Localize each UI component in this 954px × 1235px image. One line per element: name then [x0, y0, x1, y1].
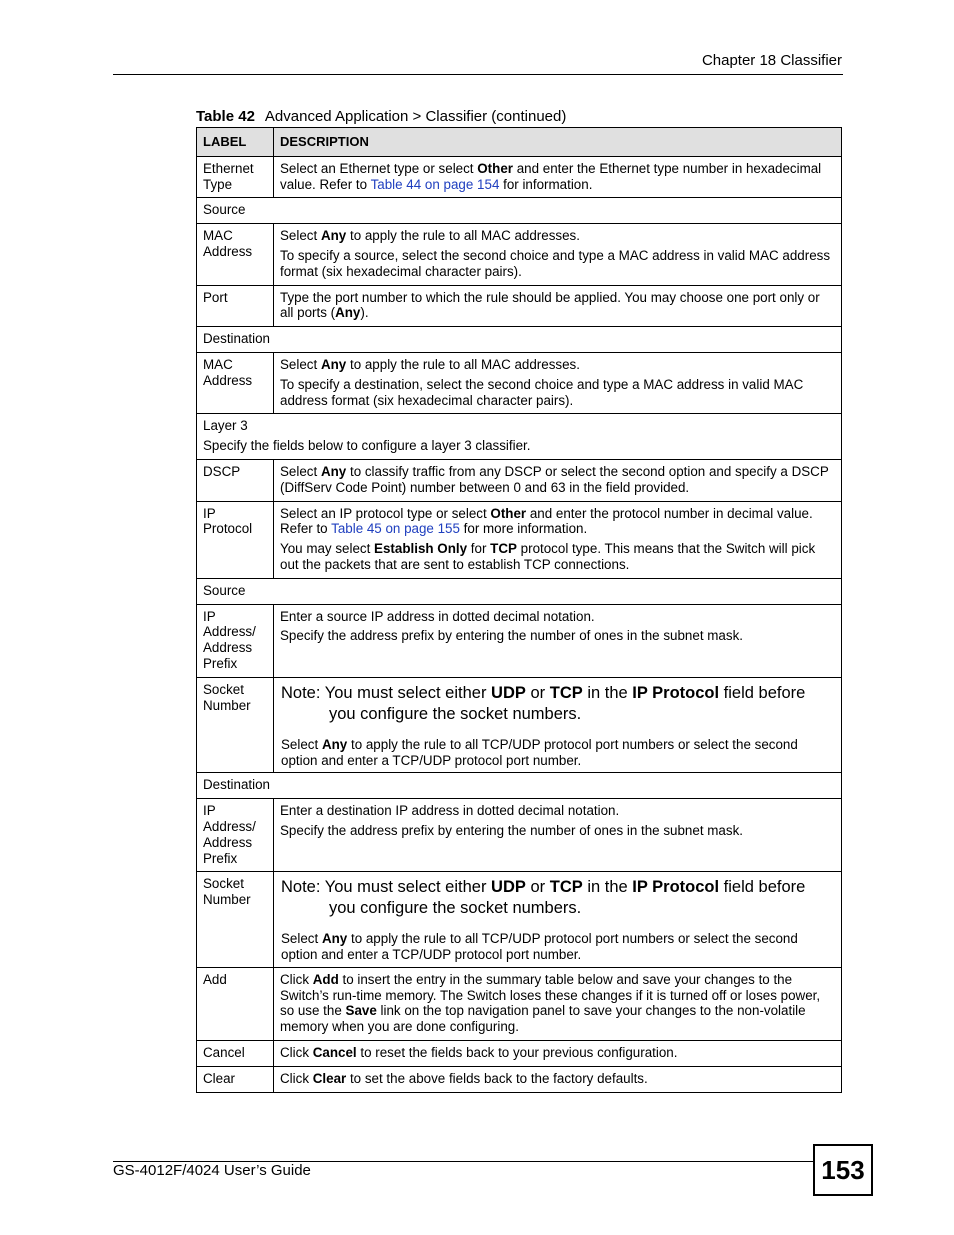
- section-source: Source: [197, 198, 842, 224]
- table-row: [197, 156, 842, 198]
- row-description: Select Any to apply the rule to all MAC addresses. To specify a source, select the second choice and type a MAC address in valid MAC address format (six hexadecimal character pairs).: [274, 224, 842, 285]
- row-label: Add: [197, 967, 274, 1040]
- row-description: Type the port number to which the rule should be applied. You may choose one port only or all ports (Any).: [274, 285, 842, 327]
- note-text: Note: You must select either UDP or TCP in the IP Protocol field before you configure the socket numbers.: [281, 683, 806, 723]
- section-row: [197, 578, 842, 604]
- row-label: Cancel: [197, 1041, 274, 1067]
- page-number: 153: [813, 1144, 873, 1196]
- row-label: Socket Number: [197, 677, 274, 773]
- section-source: Source: [197, 578, 842, 604]
- table-row: [197, 872, 842, 968]
- section-row: [197, 327, 842, 353]
- row-description: Select an IP protocol type or select Other and enter the protocol number in decimal value. Refer to Table 45 on page 155 for more information. You may select Establish Only for TCP protocol type. This means that the Switch will pick out the packets that are sent to establish TCP connections.: [274, 501, 842, 578]
- row-label: MAC Address: [197, 224, 274, 285]
- table-title: Advanced Application > Classifier (continued): [264, 108, 567, 125]
- row-label: IP Address/ Address Prefix: [197, 604, 274, 677]
- row-label: Socket Number: [197, 872, 274, 968]
- section-row: [197, 198, 842, 224]
- table-header-row: [197, 128, 842, 157]
- section-row: [197, 414, 842, 460]
- row-description: Click Cancel to reset the fields back to your previous configuration.: [274, 1041, 842, 1067]
- row-description: Note: You must select either UDP or TCP in the IP Protocol field before you configure the socket numbers. Select Any to apply the rule to all TCP/UDP protocol port numbers or select the second option and enter a TCP/UDP protocol port number.: [274, 872, 842, 968]
- table-row: [197, 1041, 842, 1067]
- row-label: IP Protocol: [197, 501, 274, 578]
- table-row: [197, 224, 842, 285]
- table-row: [197, 677, 842, 773]
- header-rule: [113, 74, 843, 75]
- table-44-link[interactable]: Table 44 on page 154: [370, 176, 500, 192]
- row-description: Select Any to apply the rule to all MAC addresses. To specify a destination, select the second choice and type a MAC address in valid MAC address format (six hexadecimal character pairs).: [274, 352, 842, 413]
- row-description: Enter a destination IP address in dotted decimal notation. Specify the address prefix by entering the number of ones in the subnet mask.: [274, 799, 842, 872]
- table-row: [197, 352, 842, 413]
- table-row: [197, 459, 842, 501]
- row-description: Note: You must select either UDP or TCP in the IP Protocol field before you configure the socket numbers. Select Any to apply the rule to all TCP/UDP protocol port numbers or select the second option and enter a TCP/UDP protocol port number.: [274, 677, 842, 773]
- row-label: IP Address/ Address Prefix: [197, 799, 274, 872]
- table-row: [197, 501, 842, 578]
- row-description: Select Any to classify traffic from any DSCP or select the second option and specify a DSCP (DiffServ Code Point) number between 0 and 63 in the field provided.: [274, 459, 842, 501]
- table-row: [197, 799, 842, 872]
- table-row: [197, 1066, 842, 1092]
- table-row: [197, 604, 842, 677]
- row-label: MAC Address: [197, 352, 274, 413]
- header-label: LABEL: [197, 128, 274, 157]
- table-number: Table 42: [196, 108, 255, 125]
- row-description: Select an Ethernet type or select Other and enter the Ethernet type number in hexadecimal value. Refer to Table 44 on page 154 for information.: [274, 156, 842, 198]
- row-description: Enter a source IP address in dotted decimal notation. Specify the address prefix by entering the number of ones in the subnet mask.: [274, 604, 842, 677]
- row-description: Click Clear to set the above fields back to the factory defaults.: [274, 1066, 842, 1092]
- table-row: [197, 967, 842, 1040]
- table-45-link[interactable]: Table 45 on page 155: [331, 521, 460, 537]
- guide-title: GS-4012F/4024 User’s Guide: [113, 1162, 311, 1179]
- row-label: Clear: [197, 1066, 274, 1092]
- section-destination: Destination: [197, 773, 842, 799]
- section-destination: Destination: [197, 327, 842, 353]
- table-caption: [196, 108, 566, 125]
- row-label: Port: [197, 285, 274, 327]
- table-row: [197, 285, 842, 327]
- row-label: DSCP: [197, 459, 274, 501]
- header-description: DESCRIPTION: [274, 128, 842, 157]
- chapter-header: Chapter 18 Classifier: [701, 52, 842, 69]
- note-text: Note: You must select either UDP or TCP in the IP Protocol field before you configure the socket numbers.: [281, 878, 806, 918]
- row-label: Ethernet Type: [197, 156, 274, 198]
- section-layer3: Layer 3 Specify the fields below to configure a layer 3 classifier.: [197, 414, 842, 460]
- classifier-table: [196, 127, 842, 1093]
- row-description: Click Add to insert the entry in the summary table below and save your changes to the Switch’s run-time memory. The Switch loses these changes if it is turned off or loses power, so use the Save link on the top navigation panel to save your changes to the non-volatile memory when you are done configuring.: [274, 967, 842, 1040]
- section-row: [197, 773, 842, 799]
